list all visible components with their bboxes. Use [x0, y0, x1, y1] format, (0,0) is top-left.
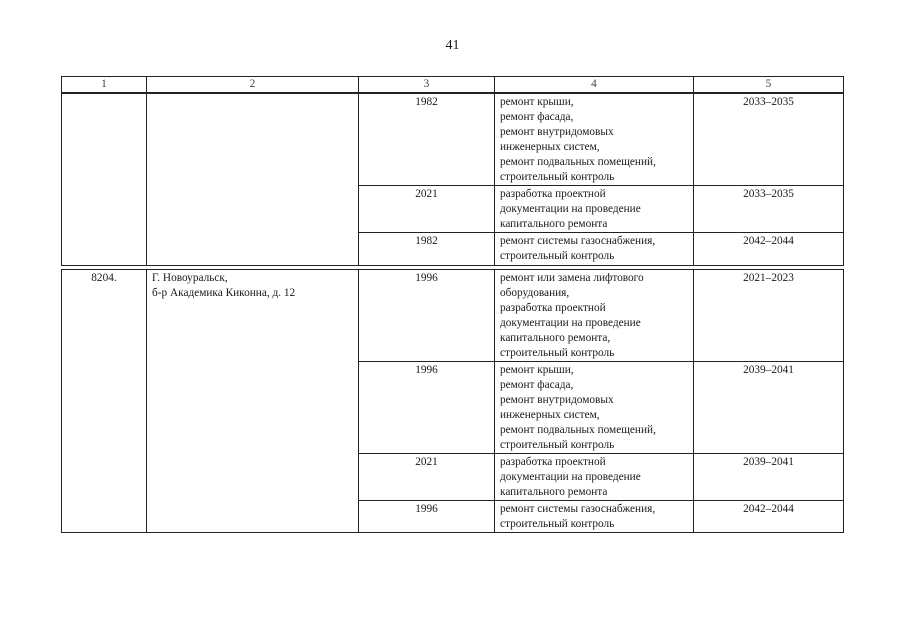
year-cell: 2021 [359, 186, 495, 233]
work-line: ремонт системы газоснабжения, [500, 235, 656, 247]
period-cell: 2039–2041 [694, 454, 844, 501]
address-line: б-р Академика Киконна, д. 12 [152, 287, 296, 299]
work-cell [495, 454, 694, 501]
work-line: инженерных систем, [500, 141, 600, 153]
work-line: капитального ремонта, [500, 332, 611, 344]
work-line: разработка проектной [500, 456, 606, 468]
work-line: ремонт подвальных помещений, [500, 156, 656, 168]
work-line: ремонт крыши, [500, 364, 574, 376]
header-col-3: 3 [359, 77, 495, 93]
year-cell: 2021 [359, 454, 495, 501]
year-cell: 1982 [359, 233, 495, 266]
work-line: строительный контроль [500, 439, 615, 451]
work-cell [495, 270, 694, 362]
continuation-table [61, 93, 844, 266]
period-cell: 2042–2044 [694, 501, 844, 533]
table-row [62, 270, 844, 362]
period-cell: 2039–2041 [694, 362, 844, 454]
year-cell: 1996 [359, 501, 495, 533]
entry-table [61, 269, 844, 533]
work-line: ремонт или замена лифтового [500, 272, 644, 284]
header-col-2: 2 [147, 77, 359, 93]
year-cell: 1996 [359, 270, 495, 362]
period-cell: 2042–2044 [694, 233, 844, 266]
work-line: ремонт фасада, [500, 111, 574, 123]
work-line: капитального ремонта [500, 218, 608, 230]
entry-number-cell [62, 94, 147, 266]
work-line: документации на проведение [500, 317, 641, 329]
table-header [61, 76, 844, 93]
page-number: 41 [445, 38, 460, 53]
work-line: капитального ремонта [500, 486, 608, 498]
work-line: оборудования, [500, 287, 570, 299]
address-cell [147, 270, 359, 533]
year-cell: 1996 [359, 362, 495, 454]
header-col-4: 4 [495, 77, 694, 93]
work-line: инженерных систем, [500, 409, 600, 421]
work-cell [495, 233, 694, 266]
period-cell: 2033–2035 [694, 186, 844, 233]
header-col-1: 1 [62, 77, 147, 93]
work-line: ремонт внутридомовых [500, 394, 614, 406]
work-line: строительный контроль [500, 250, 615, 262]
table-row [62, 94, 844, 186]
work-line: ремонт внутридомовых [500, 126, 614, 138]
work-line: разработка проектной [500, 302, 606, 314]
work-line: строительный контроль [500, 171, 615, 183]
work-line: ремонт подвальных помещений, [500, 424, 656, 436]
header-row [62, 77, 844, 93]
address-cell [147, 94, 359, 266]
period-cell: 2033–2035 [694, 94, 844, 186]
year-cell: 1982 [359, 94, 495, 186]
work-line: документации на проведение [500, 203, 641, 215]
work-cell [495, 94, 694, 186]
work-line: ремонт системы газоснабжения, [500, 503, 656, 515]
work-line: разработка проектной [500, 188, 606, 200]
header-col-5: 5 [694, 77, 844, 93]
work-line: строительный контроль [500, 518, 615, 530]
work-cell [495, 362, 694, 454]
work-cell [495, 186, 694, 233]
work-line: ремонт фасада, [500, 379, 574, 391]
work-line: документации на проведение [500, 471, 641, 483]
work-cell [495, 501, 694, 533]
address-line: Г. Новоуральск, [152, 272, 228, 284]
period-cell: 2021–2023 [694, 270, 844, 362]
entry-number: 8204. [62, 270, 147, 533]
work-line: строительный контроль [500, 347, 615, 359]
work-line: ремонт крыши, [500, 96, 574, 108]
